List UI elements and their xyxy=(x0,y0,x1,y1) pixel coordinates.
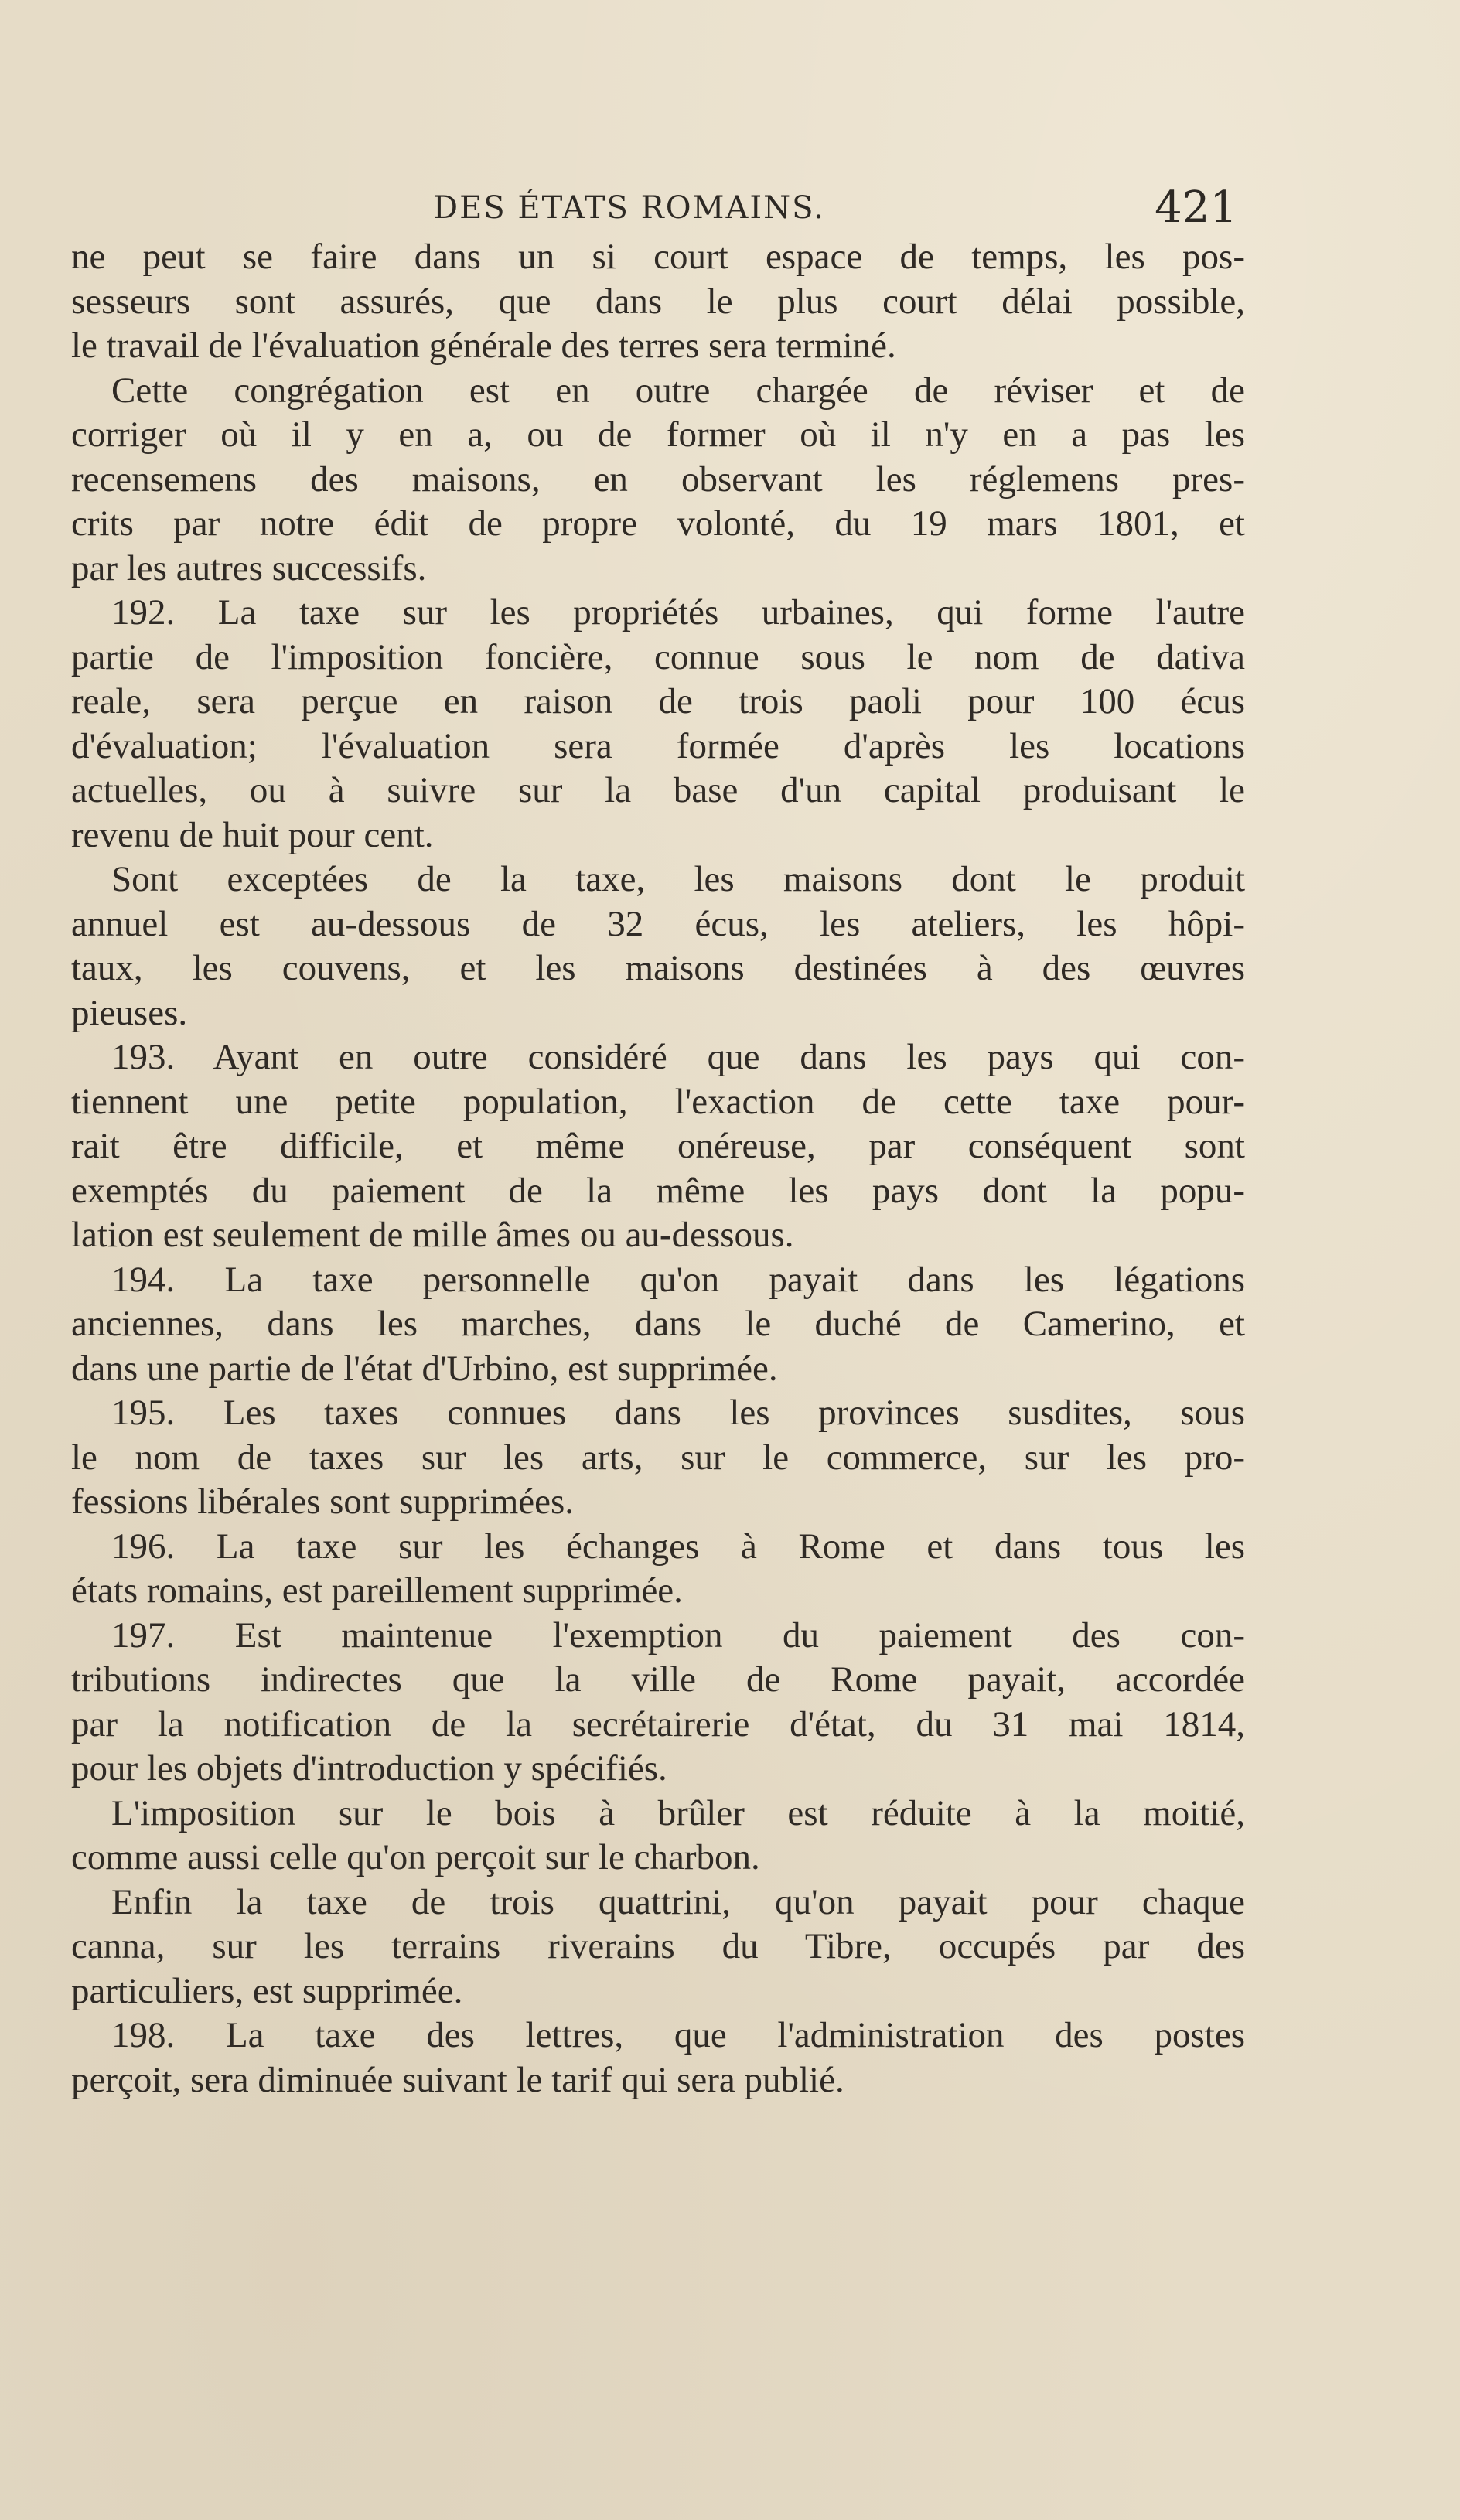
text-line: corriger où il y en a, ou de former où il n'y en a pas les xyxy=(71,414,1245,455)
text-line: exemptés du paiement de la même les pays dont la popu- xyxy=(71,1170,1245,1211)
text-line: annuel est au-dessous de 32 écus, les ateliers, les hôpi- xyxy=(71,903,1245,944)
text-line: fessions libérales sont supprimées. xyxy=(71,1482,575,1522)
text-line: 193. Ayant en outre considéré que dans les pays qui con- xyxy=(111,1037,1245,1077)
running-head: DES ÉTATS ROMAINS. xyxy=(433,190,825,226)
text-line: 198. La taxe des lettres, que l'administration des postes xyxy=(111,2015,1245,2055)
text-line: par les autres successifs. xyxy=(71,547,427,588)
text-line: le nom de taxes sur les arts, sur le commerce, sur les pro- xyxy=(71,1437,1245,1478)
text-line: lation est seulement de mille âmes ou au-dessous. xyxy=(71,1215,794,1255)
text-line: L'imposition sur le bois à brûler est réduite à la moitié, xyxy=(111,1792,1245,1833)
text-line: Enfin la taxe de trois quattrini, qu'on payait pour chaque xyxy=(111,1881,1245,1922)
text-line: par la notification de la secrétairerie d'état, du 31 mai 1814, xyxy=(71,1703,1245,1744)
text-line: 194. La taxe personnelle qu'on payait dans les légations xyxy=(111,1259,1245,1300)
text-line: d'évaluation; l'évaluation sera formée d'après les locations xyxy=(71,725,1245,766)
text-line: 196. La taxe sur les échanges à Rome et dans tous les xyxy=(111,1526,1245,1567)
text-line: particuliers, est supprimée. xyxy=(71,1970,463,2011)
text-line: recensemens des maisons, en observant les réglemens pres- xyxy=(71,459,1245,500)
text-line: pieuses. xyxy=(71,992,188,1033)
text-line: états romains, est pareillement supprimée. xyxy=(71,1570,683,1611)
page-number: 421 xyxy=(1155,182,1237,233)
text-line: partie de l'imposition foncière, connue sous le nom de dativa xyxy=(71,636,1245,677)
text-line: Cette congrégation est en outre chargée de réviser et de xyxy=(111,370,1245,411)
text-line: anciennes, dans les marches, dans le duché de Camerino, et xyxy=(71,1304,1245,1344)
text-line: 195. Les taxes connues dans les provinces susdites, sous xyxy=(111,1393,1245,1433)
text-line: revenu de huit pour cent. xyxy=(71,814,434,855)
text-line: ne peut se faire dans un si court espace de temps, les pos- xyxy=(71,237,1245,277)
text-line: crits par notre édit de propre volonté, du 19 mars 1801, et xyxy=(71,503,1245,544)
text-line: sesseurs sont assurés, que dans le plus court délai possible, xyxy=(71,281,1245,322)
text-line: 192. La taxe sur les propriétés urbaines, qui forme l'autre xyxy=(111,592,1245,633)
text-line: 197. Est maintenue l'exemption du paiement des con- xyxy=(111,1615,1245,1656)
text-line: dans une partie de l'état d'Urbino, est supprimée. xyxy=(71,1348,778,1389)
text-line: Sont exceptées de la taxe, les maisons dont le produit xyxy=(111,859,1245,899)
text-line: perçoit, sera diminuée suivant le tarif qui sera publié. xyxy=(71,2059,844,2100)
body-text xyxy=(71,235,1245,2102)
text-line: actuelles, ou à suivre sur la base d'un capital produisant le xyxy=(71,770,1245,810)
text-line: taux, les couvens, et les maisons destinées à des œuvres xyxy=(71,948,1245,988)
text-line: reale, sera perçue en raison de trois paoli pour 100 écus xyxy=(71,681,1245,721)
text-line: rait être difficile, et même onéreuse, par conséquent sont xyxy=(71,1126,1245,1166)
text-line: comme aussi celle qu'on perçoit sur le charbon. xyxy=(71,1837,760,1877)
text-line: pour les objets d'introduction y spécifiés. xyxy=(71,1748,667,1789)
text-line: le travail de l'évaluation générale des terres sera terminé. xyxy=(71,326,896,366)
text-line: canna, sur les terrains riverains du Tibre, occupés par des xyxy=(71,1926,1245,1966)
text-line: tiennent une petite population, l'exaction de cette taxe pour- xyxy=(71,1081,1245,1122)
text-line: tributions indirectes que la ville de Rome payait, accordée xyxy=(71,1659,1245,1700)
page-header xyxy=(70,182,1237,237)
